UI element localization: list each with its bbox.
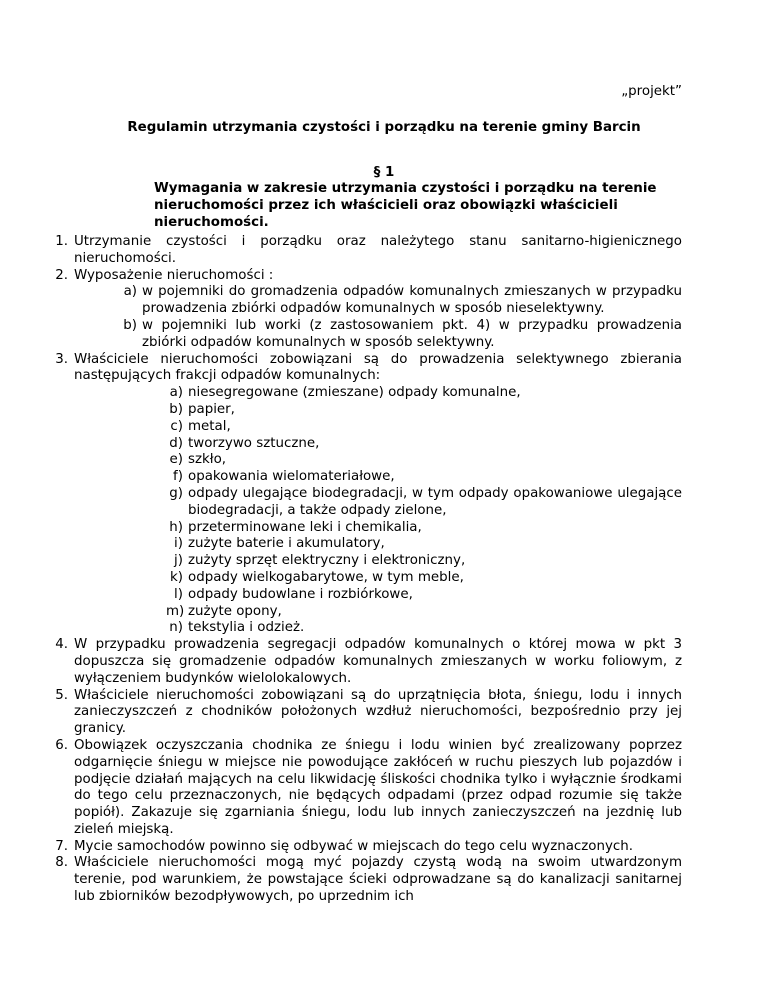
sub-item-text: zużyte baterie i akumulatory,: [188, 536, 385, 552]
sub-item-text: metal,: [188, 418, 231, 434]
sub-item-text: w pojemniki do gromadzenia odpadów komunalnych zmieszanych w przypadku prowadzenia zbiórki odpadów komunalnych w sposób nieselektywny.: [142, 284, 682, 317]
list-item: [36, 738, 682, 839]
sub-item: [166, 469, 682, 486]
sub-item: [166, 385, 682, 402]
item-text: Obowiązek oczyszczania chodnika ze śniegu i lodu winien być zrealizowany poprzez odgarnięcie śniegu w miejsce nie powodujące zakłóceń w ruchu pieszych lub pojazdów i podjęcie działań mających na celu likwidację śliskości chodnika tylko i wyłącznie środkami do tego celu przeznaczonych, nie będących odpadami (przez odpad rozumie się także popiół). Zakazuje się zgarniania śniegu, lodu lub innych zanieczyszczeń na jezdnię lub zieleń miejską.: [74, 737, 682, 837]
sub-item-letter: a): [169, 385, 183, 401]
sub-item-text: papier,: [188, 401, 235, 417]
list-item: [36, 855, 682, 905]
sub-item-letter: l): [174, 586, 183, 602]
sub-item-letter: d): [169, 435, 183, 451]
document-title: Regulamin utrzymania czystości i porządku na terenie gminy Barcin: [127, 120, 641, 135]
item-number: 6.: [55, 737, 68, 753]
sub-item-letter: i): [174, 536, 183, 552]
item-number: 7.: [55, 838, 68, 854]
item-text: Wyposażenie nieruchomości :: [74, 267, 274, 283]
sub-item-text: odpady wielkogabarytowe, w tym meble,: [188, 569, 464, 585]
sub-item-text: tworzywo sztuczne,: [188, 435, 320, 451]
sub-item-text: opakowania wielomateriałowe,: [188, 469, 395, 485]
sub-item-text: zużyte opony,: [188, 603, 282, 619]
sub-item-letter: k): [170, 569, 183, 585]
sub-item-letter: c): [170, 418, 183, 434]
sub-item-letter: n): [169, 620, 183, 636]
item-text: Właściciele nieruchomości zobowiązani są do prowadzenia selektywnego zbierania następujących frakcji odpadów komunalnych:: [74, 351, 682, 384]
sub-item: [166, 419, 682, 436]
list-item: [36, 637, 682, 687]
list-item: [36, 352, 682, 386]
item-number: 1.: [55, 234, 68, 249]
sub-item-text: tekstylia i odzież.: [188, 620, 305, 636]
item-text: Utrzymanie czystości i porządku oraz należytego stanu sanitarno-higienicznego nieruchomości.: [74, 234, 682, 266]
sub-item-text: odpady ulegające biodegradacji, w tym odpady opakowaniowe ulegające biodegradacji, a także odpady zielone,: [188, 485, 682, 518]
list-item: [36, 268, 682, 285]
sub-item: [166, 587, 682, 604]
sub-item: [166, 402, 682, 419]
sub-item: [166, 553, 682, 570]
sub-item: [166, 520, 682, 537]
item-text: W przypadku prowadzenia segregacji odpadów komunalnych o której mowa w pkt 3 dopuszcza się gromadzenie odpadów komunalnych zmieszanych w worku foliowym, z wyłączeniem budynków wielolokalowych.: [74, 637, 682, 686]
regulation-list: [36, 234, 682, 906]
list-item: [36, 688, 682, 738]
sub-item-text: szkło,: [188, 452, 227, 468]
section-number: § 1: [373, 165, 395, 180]
sub-item-letter: j): [174, 553, 183, 569]
sub-item-letter: m): [166, 603, 185, 619]
list-item: [36, 839, 682, 856]
sub-item-letter: g): [169, 485, 183, 501]
sub-item-letter: f): [173, 469, 183, 485]
sub-item-letter: b): [169, 401, 183, 417]
item-text: Właściciele nieruchomości mogą myć pojazdy czystą wodą na swoim utwardzonym terenie, pod warunkiem, że powstające ścieki odprowadzane są do kanalizacji sanitarnej lub zbiorników bezodpływowych, po uprzednim ich: [74, 855, 682, 905]
section-title: Wymagania w zakresie utrzymania czystości i porządku na terenie nieruchomości przez ich właścicieli oraz obowiązki właścicieli nieruchomości.: [154, 181, 657, 230]
sub-item: [166, 570, 682, 587]
item-number: 4.: [55, 637, 68, 653]
sub-item-text: niesegregowane (zmieszane) odpady komunalne,: [188, 385, 521, 401]
sub-item: [166, 452, 682, 469]
sub-item: [166, 436, 682, 453]
sub-item: [166, 620, 682, 637]
sub-item-letter: a): [123, 284, 137, 300]
item-number: 8.: [55, 855, 68, 871]
list-item: [36, 234, 682, 268]
sub-item-letter: e): [169, 452, 183, 468]
sub-item: [166, 536, 682, 553]
sub-item-text: odpady budowlane i rozbiórkowe,: [188, 586, 413, 602]
draft-label: „projekt”: [621, 84, 682, 99]
sub-item: [120, 284, 682, 318]
sub-item-letter: h): [169, 519, 183, 535]
sub-item-text: przeterminowane leki i chemikalia,: [188, 519, 422, 535]
item-text: Mycie samochodów powinno się odbywać w miejscach do tego celu wyznaczonych.: [74, 838, 634, 854]
item-number: 2.: [55, 267, 68, 283]
sub-item-text: zużyty sprzęt elektryczny i elektroniczny,: [188, 553, 466, 569]
item-number: 5.: [55, 687, 68, 703]
sub-item-letter: b): [123, 317, 137, 333]
item-number: 3.: [55, 351, 68, 367]
sub-item: [166, 486, 682, 520]
sub-item-text: w pojemniki lub worki (z zastosowaniem pkt. 4) w przypadku prowadzenia zbiórki odpadów komunalnych w sposób selektywny.: [142, 317, 682, 350]
item-text: Właściciele nieruchomości zobowiązani są do uprzątnięcia błota, śniegu, lodu i innych zanieczyszczeń z chodników położonych wzdłuż nieruchomości, bezpośrednio przy jej granicy.: [74, 687, 682, 737]
sub-item: [166, 604, 682, 621]
sub-item: [120, 318, 682, 352]
